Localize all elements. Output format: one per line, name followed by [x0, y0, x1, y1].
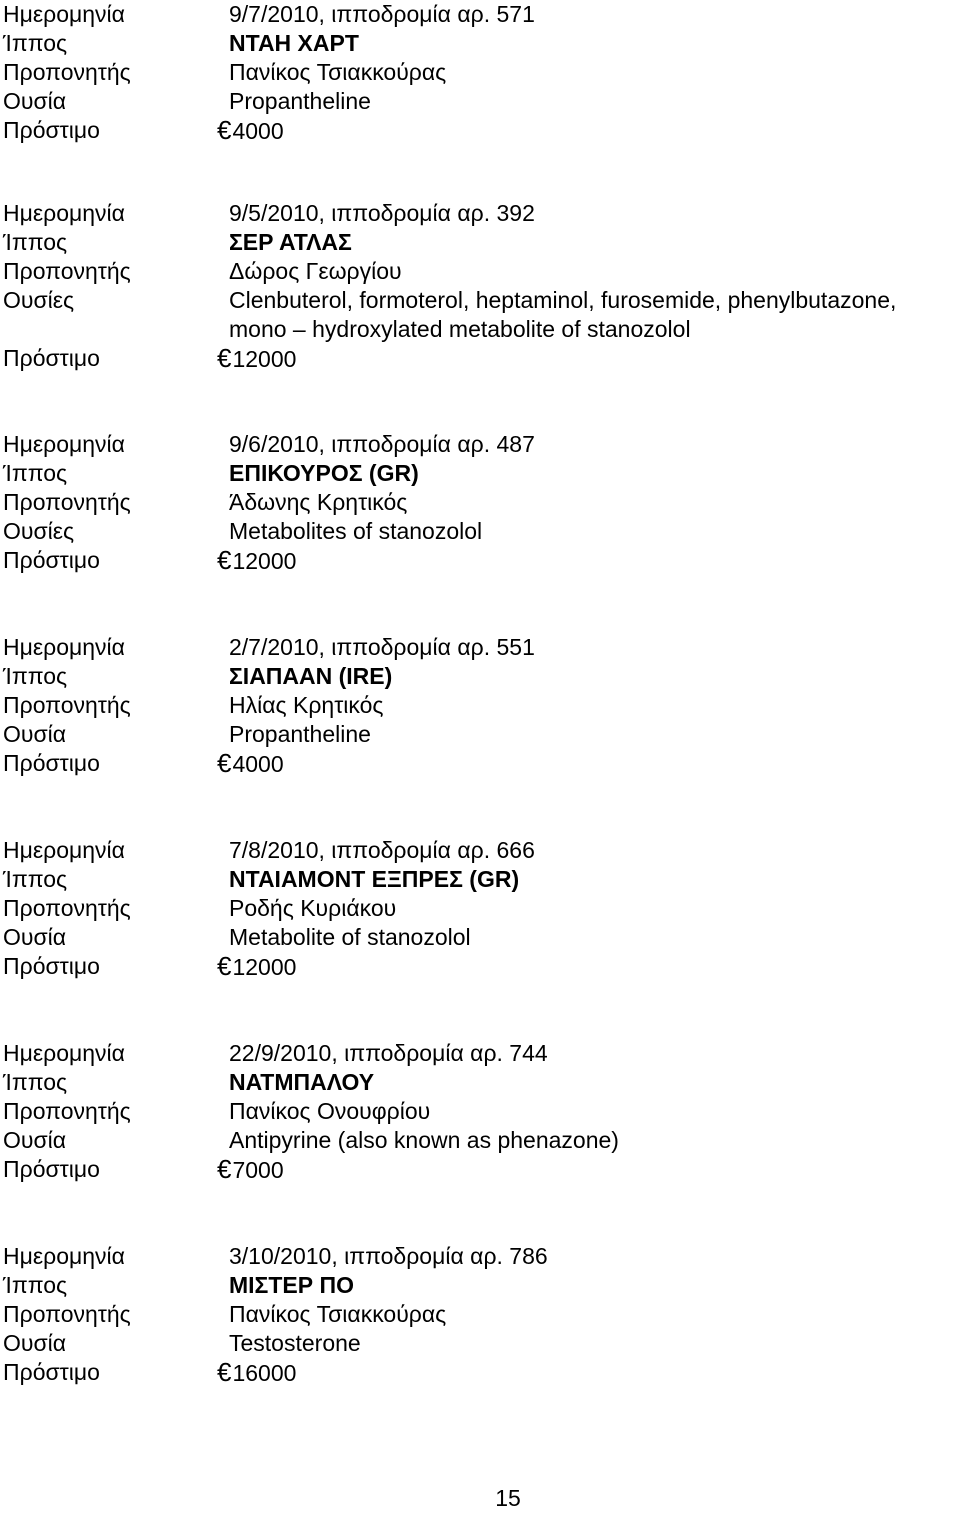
date-row — [0, 430, 960, 459]
horse-row — [0, 865, 960, 894]
horse-value: ΝΑΤΜΠΑΛΟΥ — [229, 1069, 375, 1095]
euro-symbol: € — [217, 951, 232, 981]
euro-symbol: € — [217, 1154, 232, 1184]
substance-row — [0, 720, 960, 749]
substance-label: Ουσία — [3, 88, 67, 114]
trainer-row — [0, 1300, 960, 1329]
horse-label: Ίππος — [3, 30, 68, 56]
horse-label: Ίππος — [3, 1069, 68, 1095]
horse-row — [0, 1068, 960, 1097]
fine-value — [217, 1358, 945, 1388]
substance-value: Clenbuterol, formoterol, heptaminol, furosemide, phenylbutazone, mono – hydroxylated metabolite of stanozolol — [229, 287, 897, 342]
doping-record-3 — [0, 430, 960, 575]
substance-value: Testosterone — [229, 1330, 361, 1356]
trainer-row — [0, 488, 960, 517]
trainer-value: Πανίκος Τσιακκούρας — [229, 59, 447, 85]
date-label: Ημερομηνία — [3, 200, 125, 226]
fine-row — [0, 1155, 960, 1184]
horse-row — [0, 459, 960, 488]
substance-row — [0, 87, 960, 116]
euro-symbol: € — [217, 748, 232, 778]
substances-label: Ουσίες — [3, 287, 75, 313]
fine-row — [0, 546, 960, 575]
trainer-value: Πανίκος Ονουφρίου — [229, 1098, 431, 1124]
trainer-row — [0, 58, 960, 87]
fine-amount: 16000 — [232, 1360, 297, 1386]
horse-label: Ίππος — [3, 1272, 68, 1298]
page-number: 15 — [495, 1485, 521, 1511]
substances-label: Ουσίες — [3, 518, 75, 544]
horse-row — [0, 29, 960, 58]
substance-value: Metabolite of stanozolol — [229, 924, 471, 950]
euro-symbol: € — [217, 1357, 232, 1387]
horse-label: Ίππος — [3, 866, 68, 892]
fine-amount: 4000 — [232, 118, 284, 144]
doping-record-1 — [0, 0, 960, 145]
date-label: Ημερομηνία — [3, 634, 125, 660]
euro-symbol: € — [217, 115, 232, 145]
trainer-label: Προπονητής — [3, 895, 131, 921]
substance-label: Ουσία — [3, 721, 67, 747]
euro-symbol: € — [217, 545, 232, 575]
horse-value: ΜΙΣΤΕΡ ΠΟ — [229, 1272, 354, 1298]
date-value: 9/7/2010, ιπποδρομία αρ. 571 — [229, 1, 535, 27]
date-value: 9/6/2010, ιπποδρομία αρ. 487 — [229, 431, 535, 457]
fine-label: Πρόστιμο — [3, 953, 100, 979]
trainer-label: Προπονητής — [3, 258, 131, 284]
date-row — [0, 1242, 960, 1271]
substance-label: Ουσία — [3, 1330, 67, 1356]
date-value: 3/10/2010, ιπποδρομία αρ. 786 — [229, 1243, 548, 1269]
substance-value: Propantheline — [229, 721, 371, 747]
trainer-label: Προπονητής — [3, 59, 131, 85]
trainer-row — [0, 894, 960, 923]
date-row — [0, 1039, 960, 1068]
date-row — [0, 0, 960, 29]
substance-value: Metabolites of stanozolol — [229, 518, 483, 544]
trainer-value: Ηλίας Κρητικός — [229, 692, 384, 718]
fine-row — [0, 344, 960, 373]
substance-row — [0, 923, 960, 952]
doping-record-6 — [0, 1039, 960, 1184]
doping-record-7 — [0, 1242, 960, 1387]
fine-label: Πρόστιμο — [3, 750, 100, 776]
fine-label: Πρόστιμο — [3, 1156, 100, 1182]
fine-value — [217, 546, 945, 576]
horse-row — [0, 1271, 960, 1300]
fine-value — [217, 749, 945, 779]
fine-label: Πρόστιμο — [3, 547, 100, 573]
date-value: 2/7/2010, ιπποδρομία αρ. 551 — [229, 634, 535, 660]
fine-row — [0, 116, 960, 145]
date-row — [0, 633, 960, 662]
fine-value — [217, 344, 945, 374]
trainer-label: Προπονητής — [3, 489, 131, 515]
substance-label: Ουσία — [3, 924, 67, 950]
date-value: 7/8/2010, ιπποδρομία αρ. 666 — [229, 837, 535, 863]
date-row — [0, 836, 960, 865]
trainer-value: Δώρος Γεωργίου — [229, 258, 402, 284]
horse-label: Ίππος — [3, 663, 68, 689]
horse-row — [0, 228, 960, 257]
substance-row — [0, 286, 960, 344]
date-label: Ημερομηνία — [3, 431, 125, 457]
horse-row — [0, 662, 960, 691]
fine-label: Πρόστιμο — [3, 345, 100, 371]
horse-value: ΕΠΙΚΟΥΡΟΣ (GR) — [229, 460, 419, 486]
fine-label: Πρόστιμο — [3, 1359, 100, 1385]
trainer-label: Προπονητής — [3, 1098, 131, 1124]
horse-value: ΣΙΑΠΑΑΝ (IRE) — [229, 663, 393, 689]
doping-record-5 — [0, 836, 960, 981]
fine-amount: 4000 — [232, 751, 284, 777]
fine-row — [0, 1358, 960, 1387]
trainer-row — [0, 257, 960, 286]
fine-row — [0, 952, 960, 981]
trainer-label: Προπονητής — [3, 692, 131, 718]
fine-amount: 12000 — [232, 954, 297, 980]
substance-row — [0, 517, 960, 546]
horse-label: Ίππος — [3, 460, 68, 486]
fine-value — [217, 952, 945, 982]
trainer-row — [0, 1097, 960, 1126]
date-label: Ημερομηνία — [3, 837, 125, 863]
substance-row — [0, 1329, 960, 1358]
horse-label: Ίππος — [3, 229, 68, 255]
doping-record-4 — [0, 633, 960, 778]
date-label: Ημερομηνία — [3, 1, 125, 27]
doping-record-2 — [0, 199, 960, 373]
date-label: Ημερομηνία — [3, 1040, 125, 1066]
trainer-row — [0, 691, 960, 720]
horse-value: ΝΤΑΙΑΜΟΝΤ ΕΞΠΡΕΣ (GR) — [229, 866, 520, 892]
substance-value: Propantheline — [229, 88, 371, 114]
trainer-value: Ροδής Κυριάκου — [229, 895, 397, 921]
date-label: Ημερομηνία — [3, 1243, 125, 1269]
fine-value — [217, 1155, 945, 1185]
substance-label: Ουσία — [3, 1127, 67, 1153]
date-value: 9/5/2010, ιπποδρομία αρ. 392 — [229, 200, 535, 226]
substance-row — [0, 1126, 960, 1155]
fine-value — [217, 116, 945, 146]
fine-amount: 12000 — [232, 346, 297, 372]
horse-value: ΣΕΡ ΑΤΛΑΣ — [229, 229, 352, 255]
trainer-value: Άδωνης Κρητικός — [229, 489, 408, 515]
fine-label: Πρόστιμο — [3, 117, 100, 143]
fine-amount: 12000 — [232, 548, 297, 574]
date-row — [0, 199, 960, 228]
horse-value: ΝΤΑΗ ΧΑΡΤ — [229, 30, 359, 56]
euro-symbol: € — [217, 343, 232, 373]
trainer-label: Προπονητής — [3, 1301, 131, 1327]
fine-amount: 7000 — [232, 1157, 284, 1183]
fine-row — [0, 749, 960, 778]
date-value: 22/9/2010, ιπποδρομία αρ. 744 — [229, 1040, 548, 1066]
trainer-value: Πανίκος Τσιακκούρας — [229, 1301, 447, 1327]
substance-value: Antipyrine (also known as phenazone) — [229, 1127, 619, 1153]
